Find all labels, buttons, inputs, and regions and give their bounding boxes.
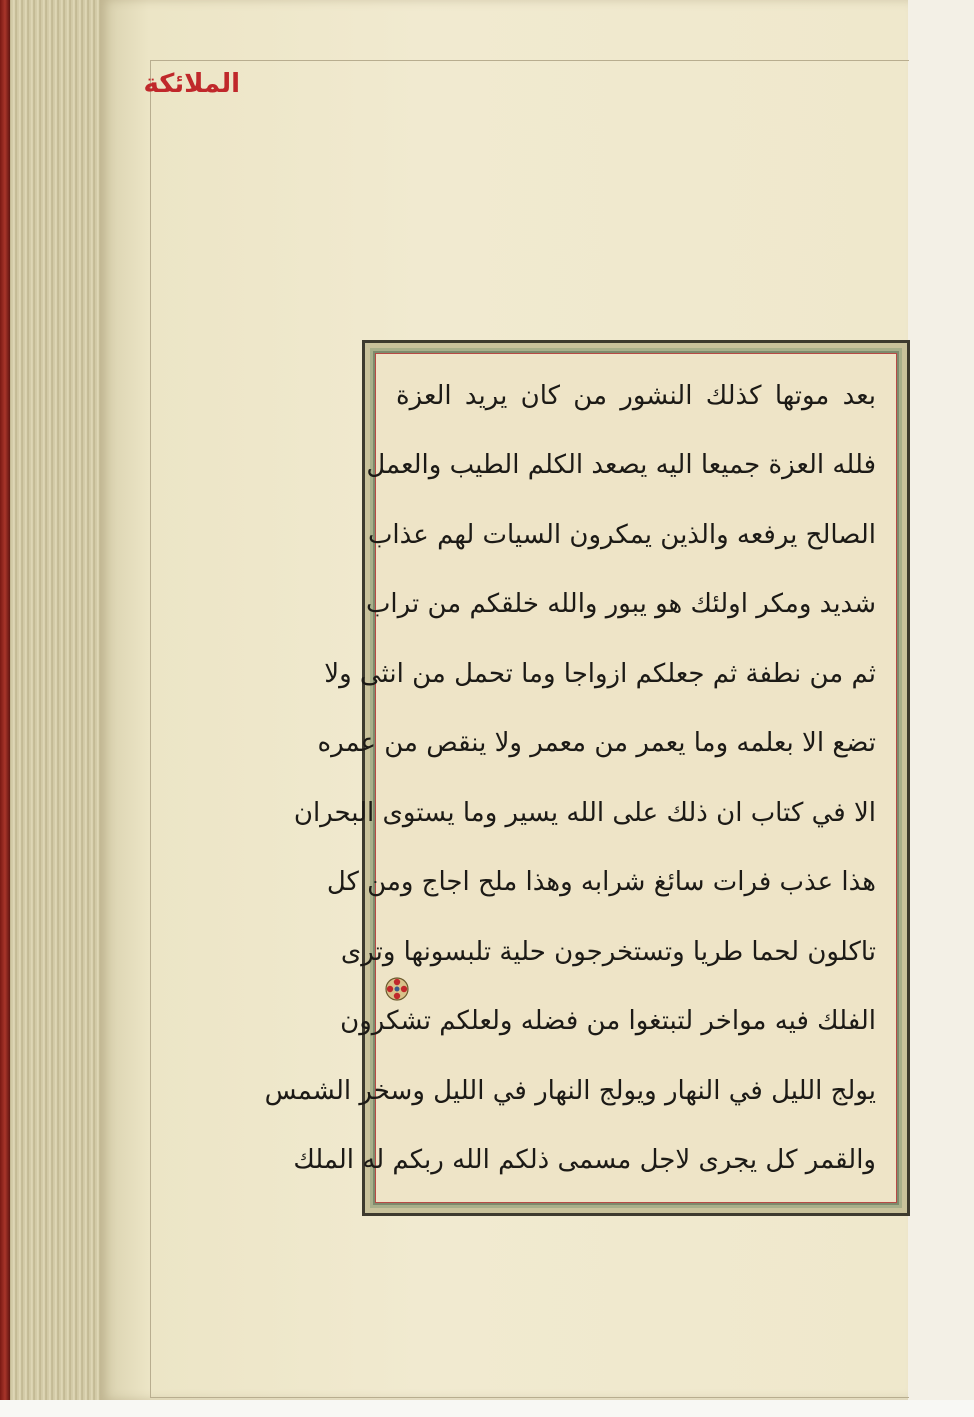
text-line-2: فلله العزة جميعا اليه يصعد الكلم الطيب والعمل <box>366 450 876 481</box>
text-line-5: ثم من نطفة ثم جعلكم ازواجا وما تحمل من انثى ولا <box>324 658 876 689</box>
surah-title: الملائكة <box>143 69 240 99</box>
text-line-6: تضع الا بعلمه وما يعمر من معمر ولا ينقص من عمره <box>317 728 876 759</box>
text-line-7: الا في كتاب ان ذلك على الله يسير وما يستوى البحران <box>293 797 876 828</box>
scan-margin <box>908 0 974 1400</box>
scan-bottom-strip <box>0 1400 974 1417</box>
text-line-1: بعد موتها كذلك النشور من كان يريد العزة <box>396 381 876 411</box>
rosette-icon <box>384 976 410 1002</box>
text-block <box>264 354 896 1202</box>
text-line-10: الفلك فيه مواخر لتبتغوا من فضله ولعلكم تشكرون <box>340 1006 876 1037</box>
text-line-11: يولج الليل في النهار ويولج النهار في الليل وسخر الشمس <box>264 1075 876 1106</box>
text-line-12: والقمر كل يجرى لاجل مسمى ذلكم الله ربكم له الملك <box>293 1144 876 1175</box>
text-line-4: شديد ومكر اولئك هو يبور والله خلقكم من تراب <box>365 589 876 620</box>
text-line-8: هذا عذب فرات سائغ شرابه وهذا ملح اجاج ومن كل <box>326 867 876 898</box>
text-panel <box>264 340 910 1216</box>
text-line-9: تاكلون لحما طريا وتستخرجون حلية تلبسونها وترى <box>340 936 876 967</box>
book-page-edges <box>0 0 112 1400</box>
text-line-3: الصالح يرفعه والذين يمكرون السيات لهم عذاب <box>367 519 876 550</box>
